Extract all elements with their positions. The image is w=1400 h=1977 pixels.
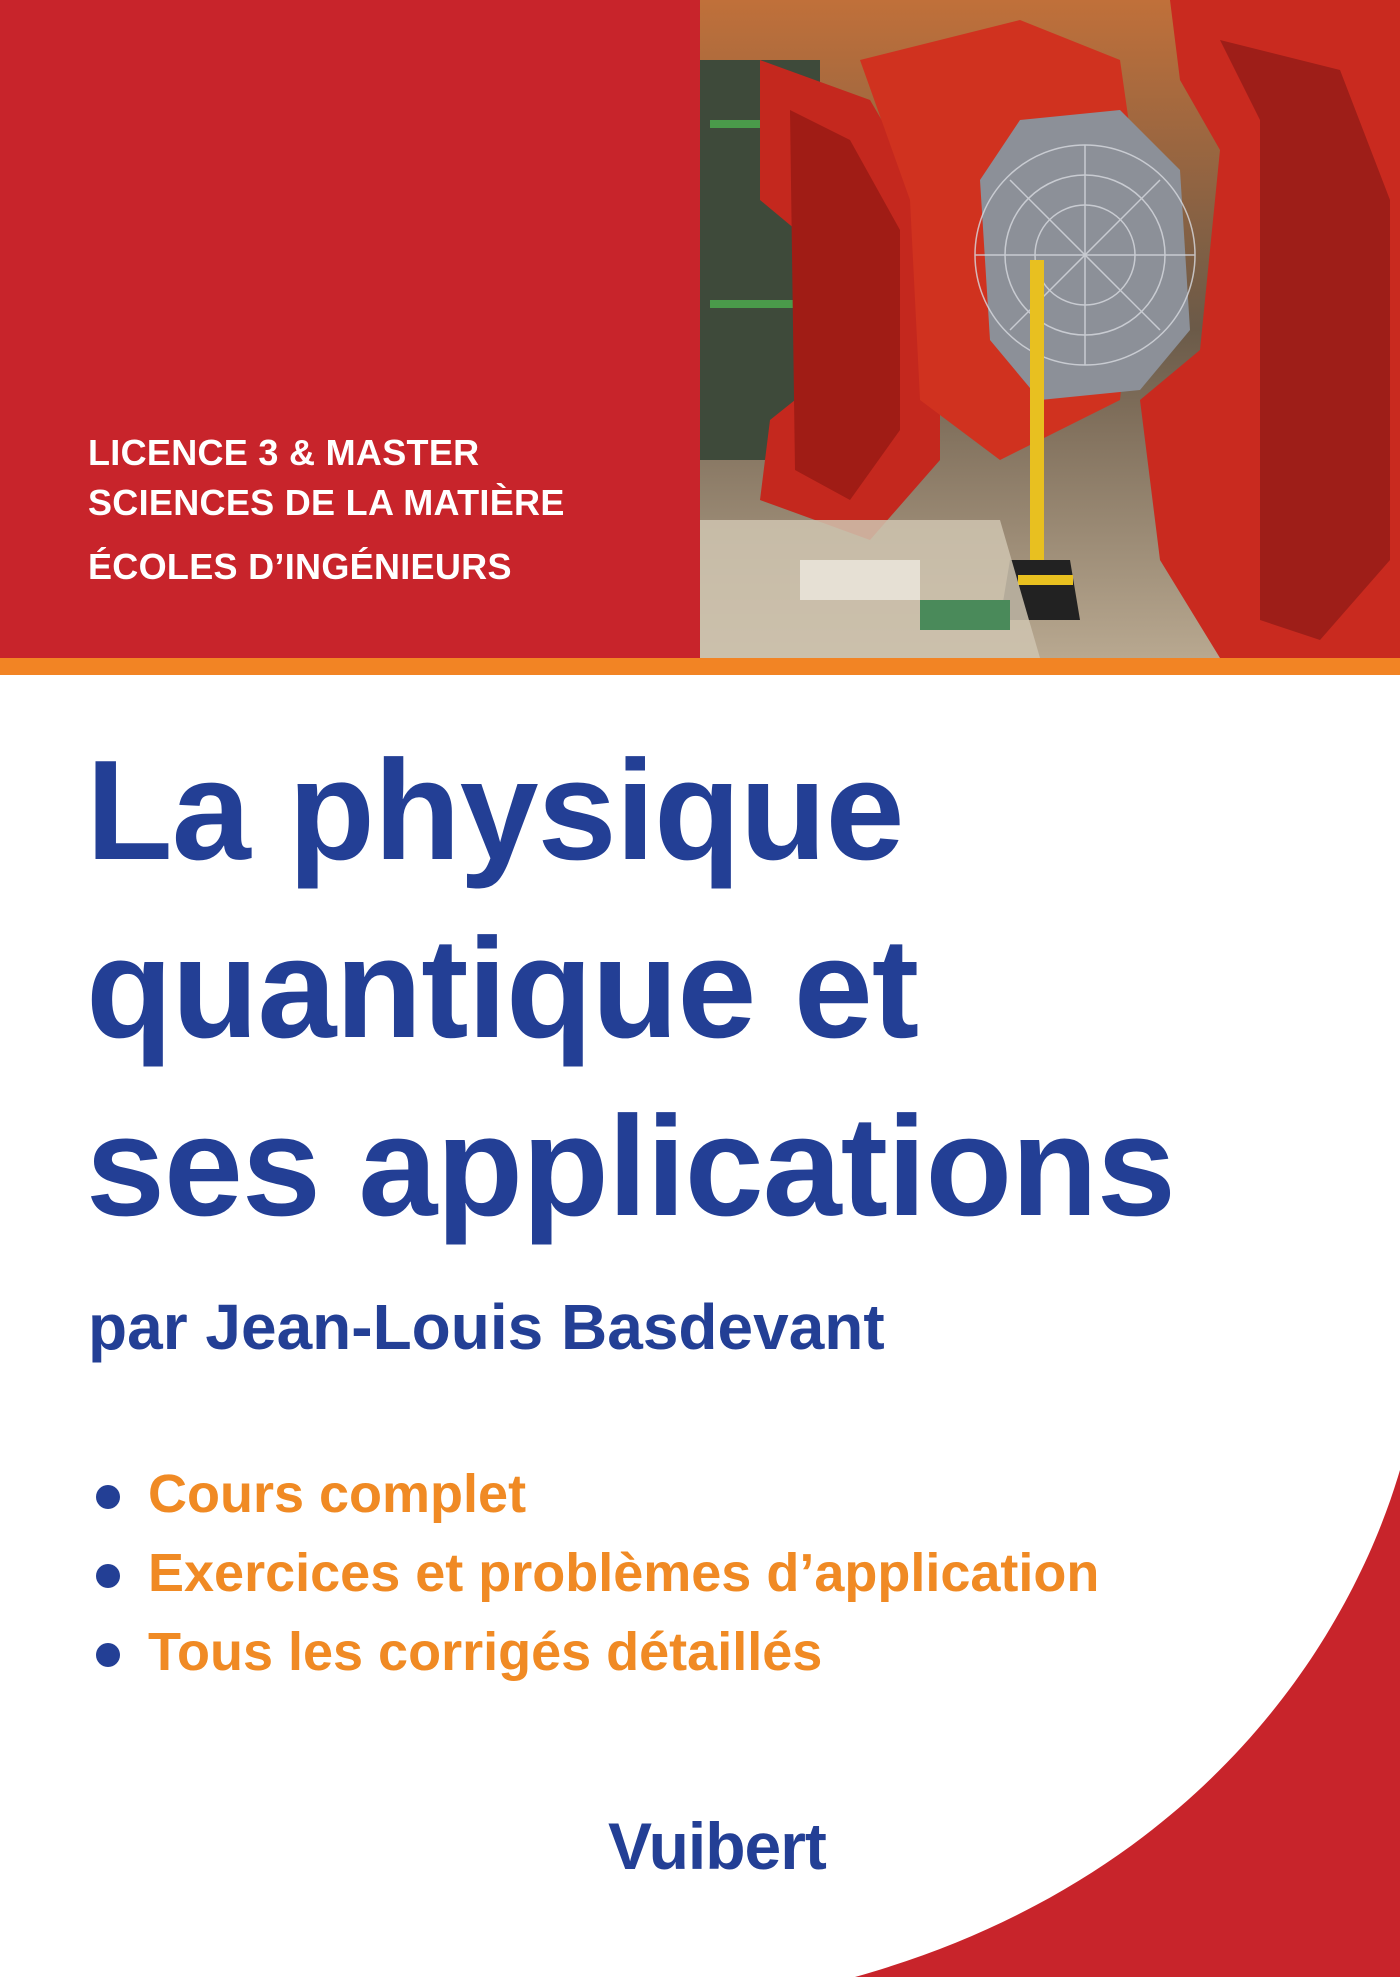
feature-text: Exercices et problèmes d’application (148, 1543, 1100, 1603)
publisher-logo: Vuibert (608, 1809, 826, 1883)
feature-text: Tous les corrigés détaillés (148, 1622, 823, 1682)
level-line: ÉCOLES D’INGÉNIEURS (88, 546, 512, 587)
title-line: quantique et (86, 909, 919, 1068)
title-line: La physique (86, 731, 904, 890)
author-line: par Jean-Louis Basdevant (88, 1291, 885, 1363)
title-line: ses applications (86, 1087, 1175, 1246)
feature-text: Cours complet (148, 1464, 527, 1524)
level-line: SCIENCES DE LA MATIÈRE (88, 482, 565, 523)
level-line: LICENCE 3 & MASTER (88, 432, 480, 473)
